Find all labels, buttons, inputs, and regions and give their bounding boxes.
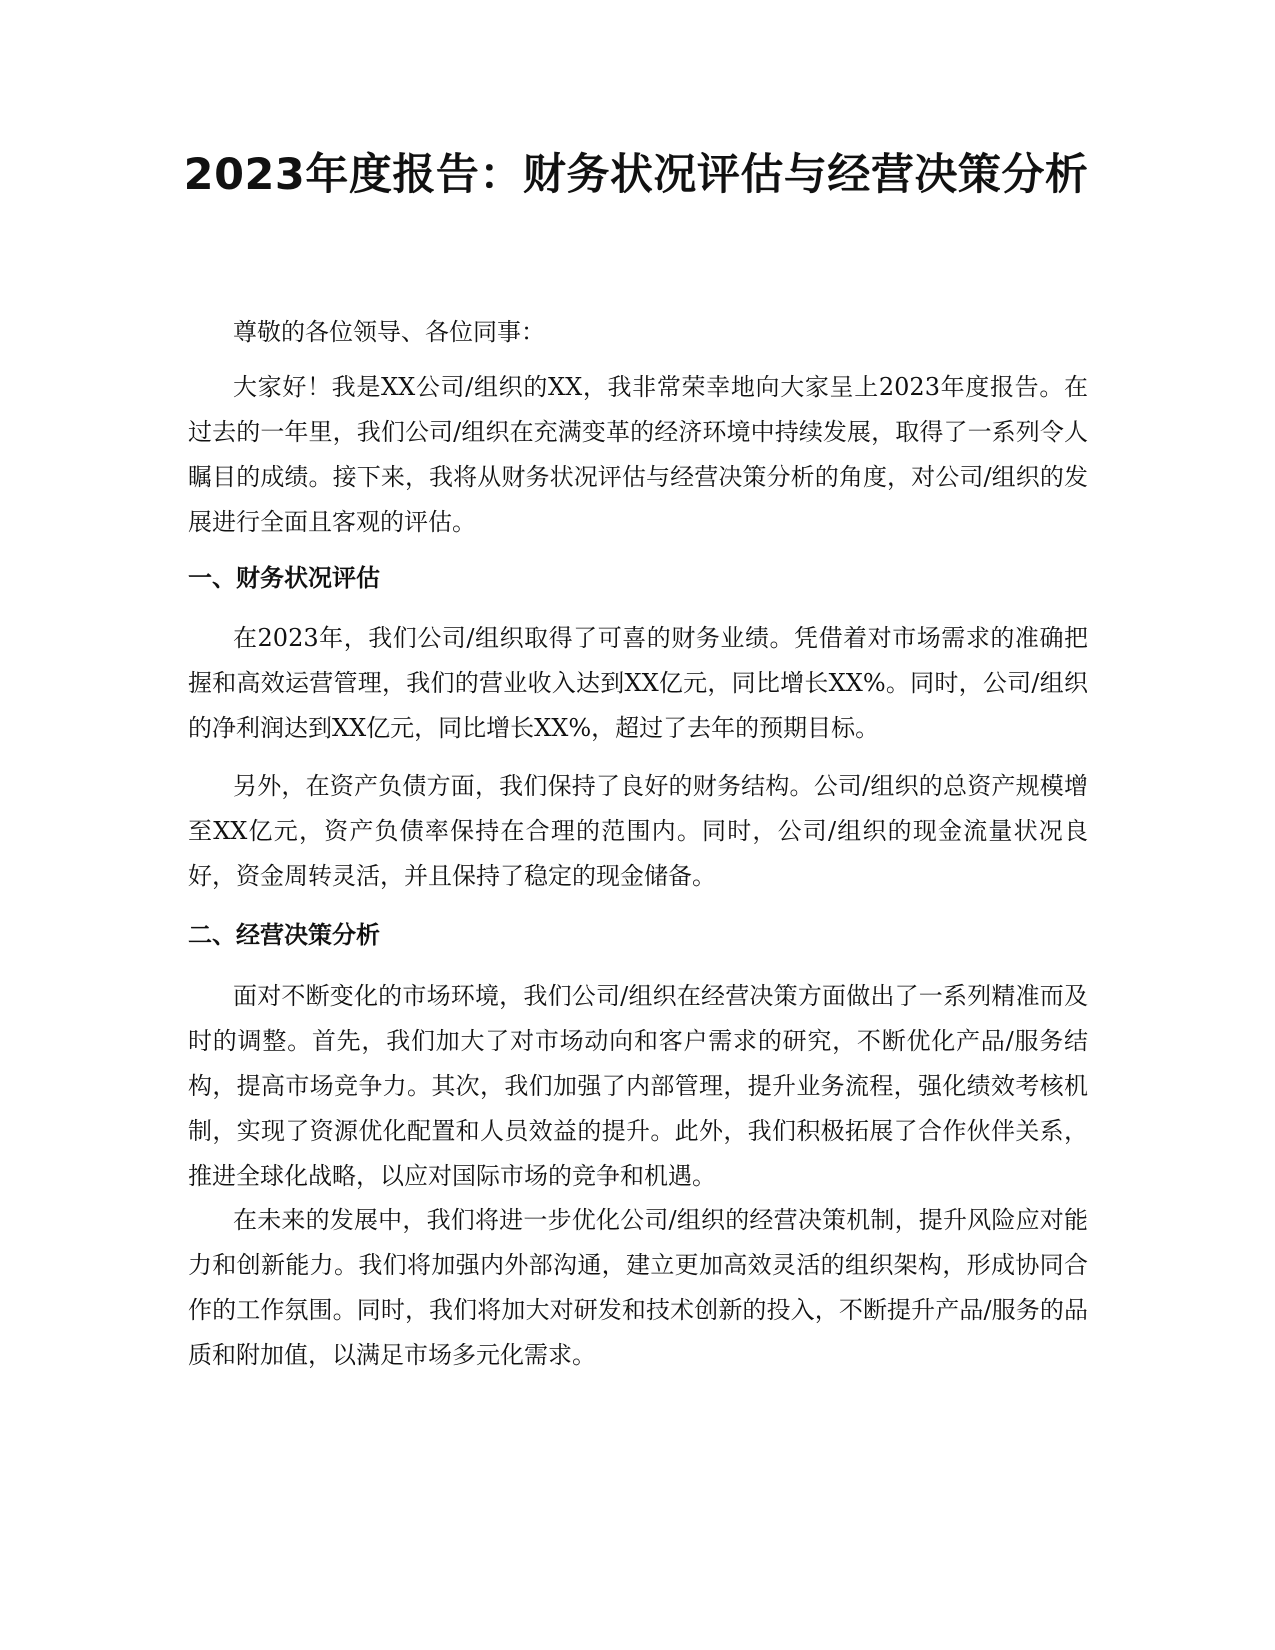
document-title: 2023年度报告：财务状况评估与经营决策分析	[183, 150, 1089, 200]
financial-paragraph-2: 另外，在资产负债方面，我们保持了良好的财务结构。公司/组织的总资产规模增至XX亿元，资产负债率保持在合理的范围内。同时，公司/组织的现金流量状况良好，资金周转灵活，并且保持了稳定的现金储备。	[188, 772, 1088, 890]
intro-paragraph: 大家好！我是XX公司/组织的XX，我非常荣幸地向大家呈上2023年度报告。在过去的一年里，我们公司/组织在充满变革的经济环境中持续发展，取得了一系列令人瞩目的成绩。接下来，我将从财务状况评估与经营决策分析的角度，对公司/组织的发展进行全面且客观的评估。	[188, 373, 1088, 536]
operations-paragraph-2: 在未来的发展中，我们将进一步优化公司/组织的经营决策机制，提升风险应对能力和创新能力。我们将加强内外部沟通，建立更加高效灵活的组织架构，形成协同合作的工作氛围。同时，我们将加大对研发和技术创新的投入，不断提升产品/服务的品质和附加值，以满足市场多元化需求。	[188, 1206, 1088, 1369]
section-heading-operations: 二、经营决策分析	[188, 921, 380, 949]
salutation: 尊敬的各位领导、各位同事：	[233, 318, 545, 346]
financial-paragraph-1: 在2023年，我们公司/组织取得了可喜的财务业绩。凭借着对市场需求的准确把握和高效运营管理，我们的营业收入达到XX亿元，同比增长XX%。同时，公司/组织的净利润达到XX亿元，同比增长XX%，超过了去年的预期目标。	[188, 624, 1088, 742]
section-heading-financial: 一、财务状况评估	[188, 564, 380, 592]
operations-paragraph-1: 面对不断变化的市场环境，我们公司/组织在经营决策方面做出了一系列精准而及时的调整。首先，我们加大了对市场动向和客户需求的研究，不断优化产品/服务结构，提高市场竞争力。其次，我们加强了内部管理，提升业务流程，强化绩效考核机制，实现了资源优化配置和人员效益的提升。此外，我们积极拓展了合作伙伴关系，推进全球化战略，以应对国际市场的竞争和机遇。	[188, 982, 1088, 1190]
